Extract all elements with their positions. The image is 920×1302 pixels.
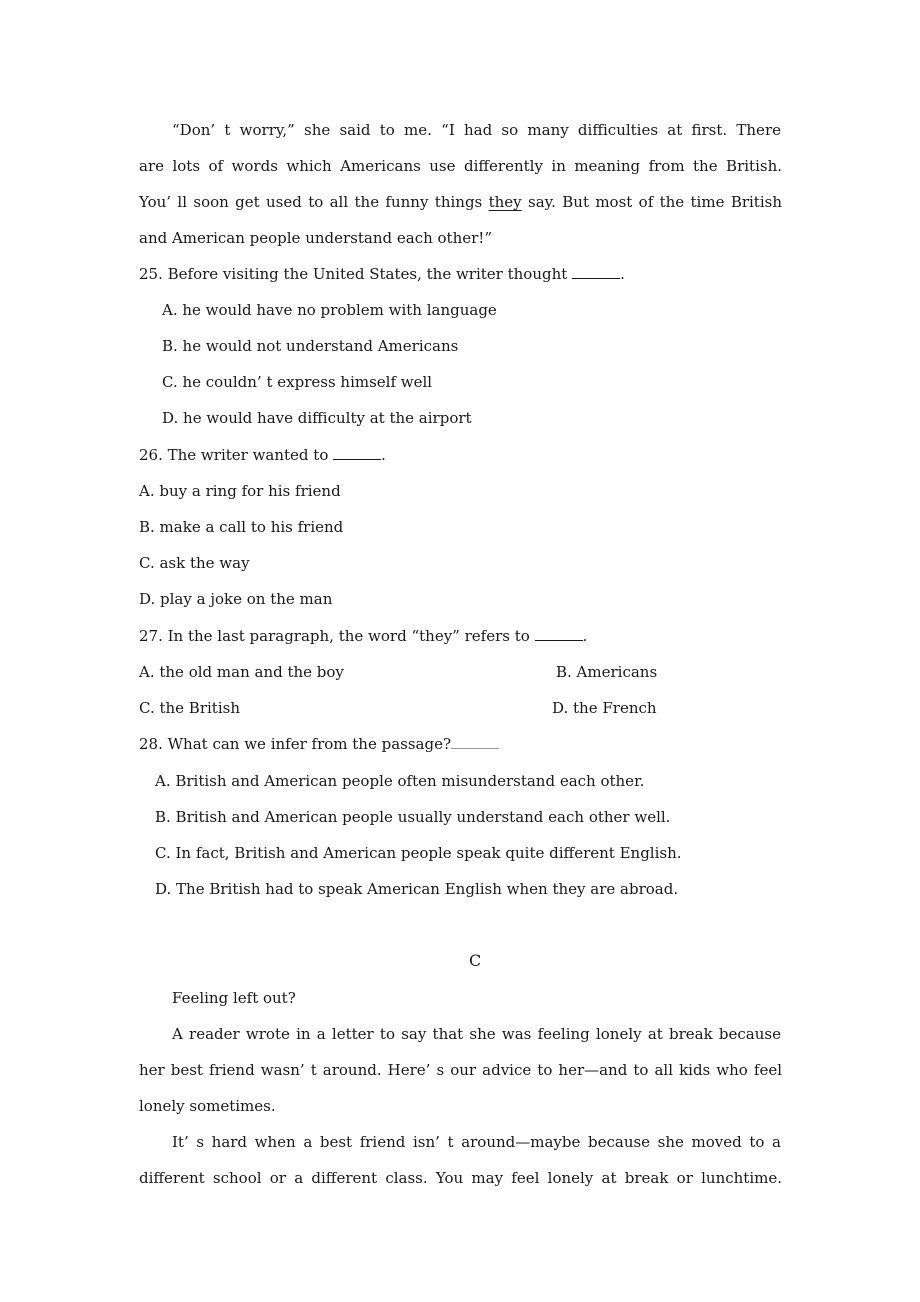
answer-blank[interactable] [451,734,499,749]
passage-c-p1-line-3: lonely sometimes. [139,1097,276,1115]
question-27-option-c[interactable]: C. the British [139,699,240,717]
question-26-option-a[interactable]: A. buy a ring for his friend [139,482,341,500]
passage-c-p1-line-1: A reader wrote in a letter to say that she was feeling lonely at break because [172,1025,781,1043]
question-25-stem [139,264,625,284]
question-25-option-a[interactable]: A. he would have no problem with language [162,301,497,319]
passage-b-line-4: and American people understand each other!” [139,229,492,247]
section-letter-c: C [469,951,482,970]
passage-b-line-3-start: You’ ll soon get used to all the funny things [139,193,489,211]
question-stem-tail: . [381,446,386,464]
question-stem-text: 28. What can we infer from the passage? [139,735,452,753]
question-stem-text: 25. Before visiting the United States, the writer thought [139,265,573,283]
question-28-option-a[interactable]: A. British and American people often misunderstand each other. [155,772,645,790]
question-28-option-c[interactable]: C. In fact, British and American people speak quite different English. [155,844,682,862]
passage-c-title: Feeling left out? [172,989,296,1007]
question-28-option-b[interactable]: B. British and American people usually understand each other well. [155,808,671,826]
question-25-option-b[interactable]: B. he would not understand Americans [162,337,459,355]
question-stem-text: 26. The writer wanted to [139,446,334,464]
question-stem-text: 27. In the last paragraph, the word “they” refers to [139,627,535,645]
passage-c-p1-line-2: her best friend wasn’ t around. Here’ s our advice to her—and to all kids who feel [139,1061,782,1079]
question-stem-tail: . [620,265,625,283]
passage-c-p2-line-1: It’ s hard when a best friend isn’ t around—maybe because she moved to a [172,1133,781,1151]
question-27-option-d[interactable]: D. the French [552,699,657,717]
question-27-option-b[interactable]: B. Americans [556,663,658,681]
question-25-option-d[interactable]: D. he would have difficulty at the airport [162,409,472,427]
answer-blank[interactable] [333,445,381,460]
question-26-option-b[interactable]: B. make a call to his friend [139,518,344,536]
passage-b-line-2: are lots of words which Americans use differently in meaning from the British. [139,157,782,175]
question-26-stem [139,445,386,465]
underlined-word-they: they [488,193,522,211]
question-26-option-c[interactable]: C. ask the way [139,554,250,572]
question-28-option-d[interactable]: D. The British had to speak American English when they are abroad. [155,880,679,898]
answer-blank[interactable] [535,626,583,641]
question-27-stem [139,626,587,646]
question-25-option-c[interactable]: C. he couldn’ t express himself well [162,373,433,391]
passage-b-line-3-end: say. But most of the time British [521,193,782,211]
passage-b-line-1: “Don’ t worry,” she said to me. “I had so many difficulties at first. There [172,121,781,139]
passage-b-line-3 [139,192,782,212]
question-stem-tail: . [582,627,588,645]
answer-blank[interactable] [572,264,620,279]
question-26-option-d[interactable]: D. play a joke on the man [139,590,333,608]
passage-c-p2-line-2: different school or a different class. You may feel lonely at break or lunchtime. [139,1169,782,1187]
question-28-stem [139,734,499,754]
question-27-option-a[interactable]: A. the old man and the boy [139,663,344,681]
